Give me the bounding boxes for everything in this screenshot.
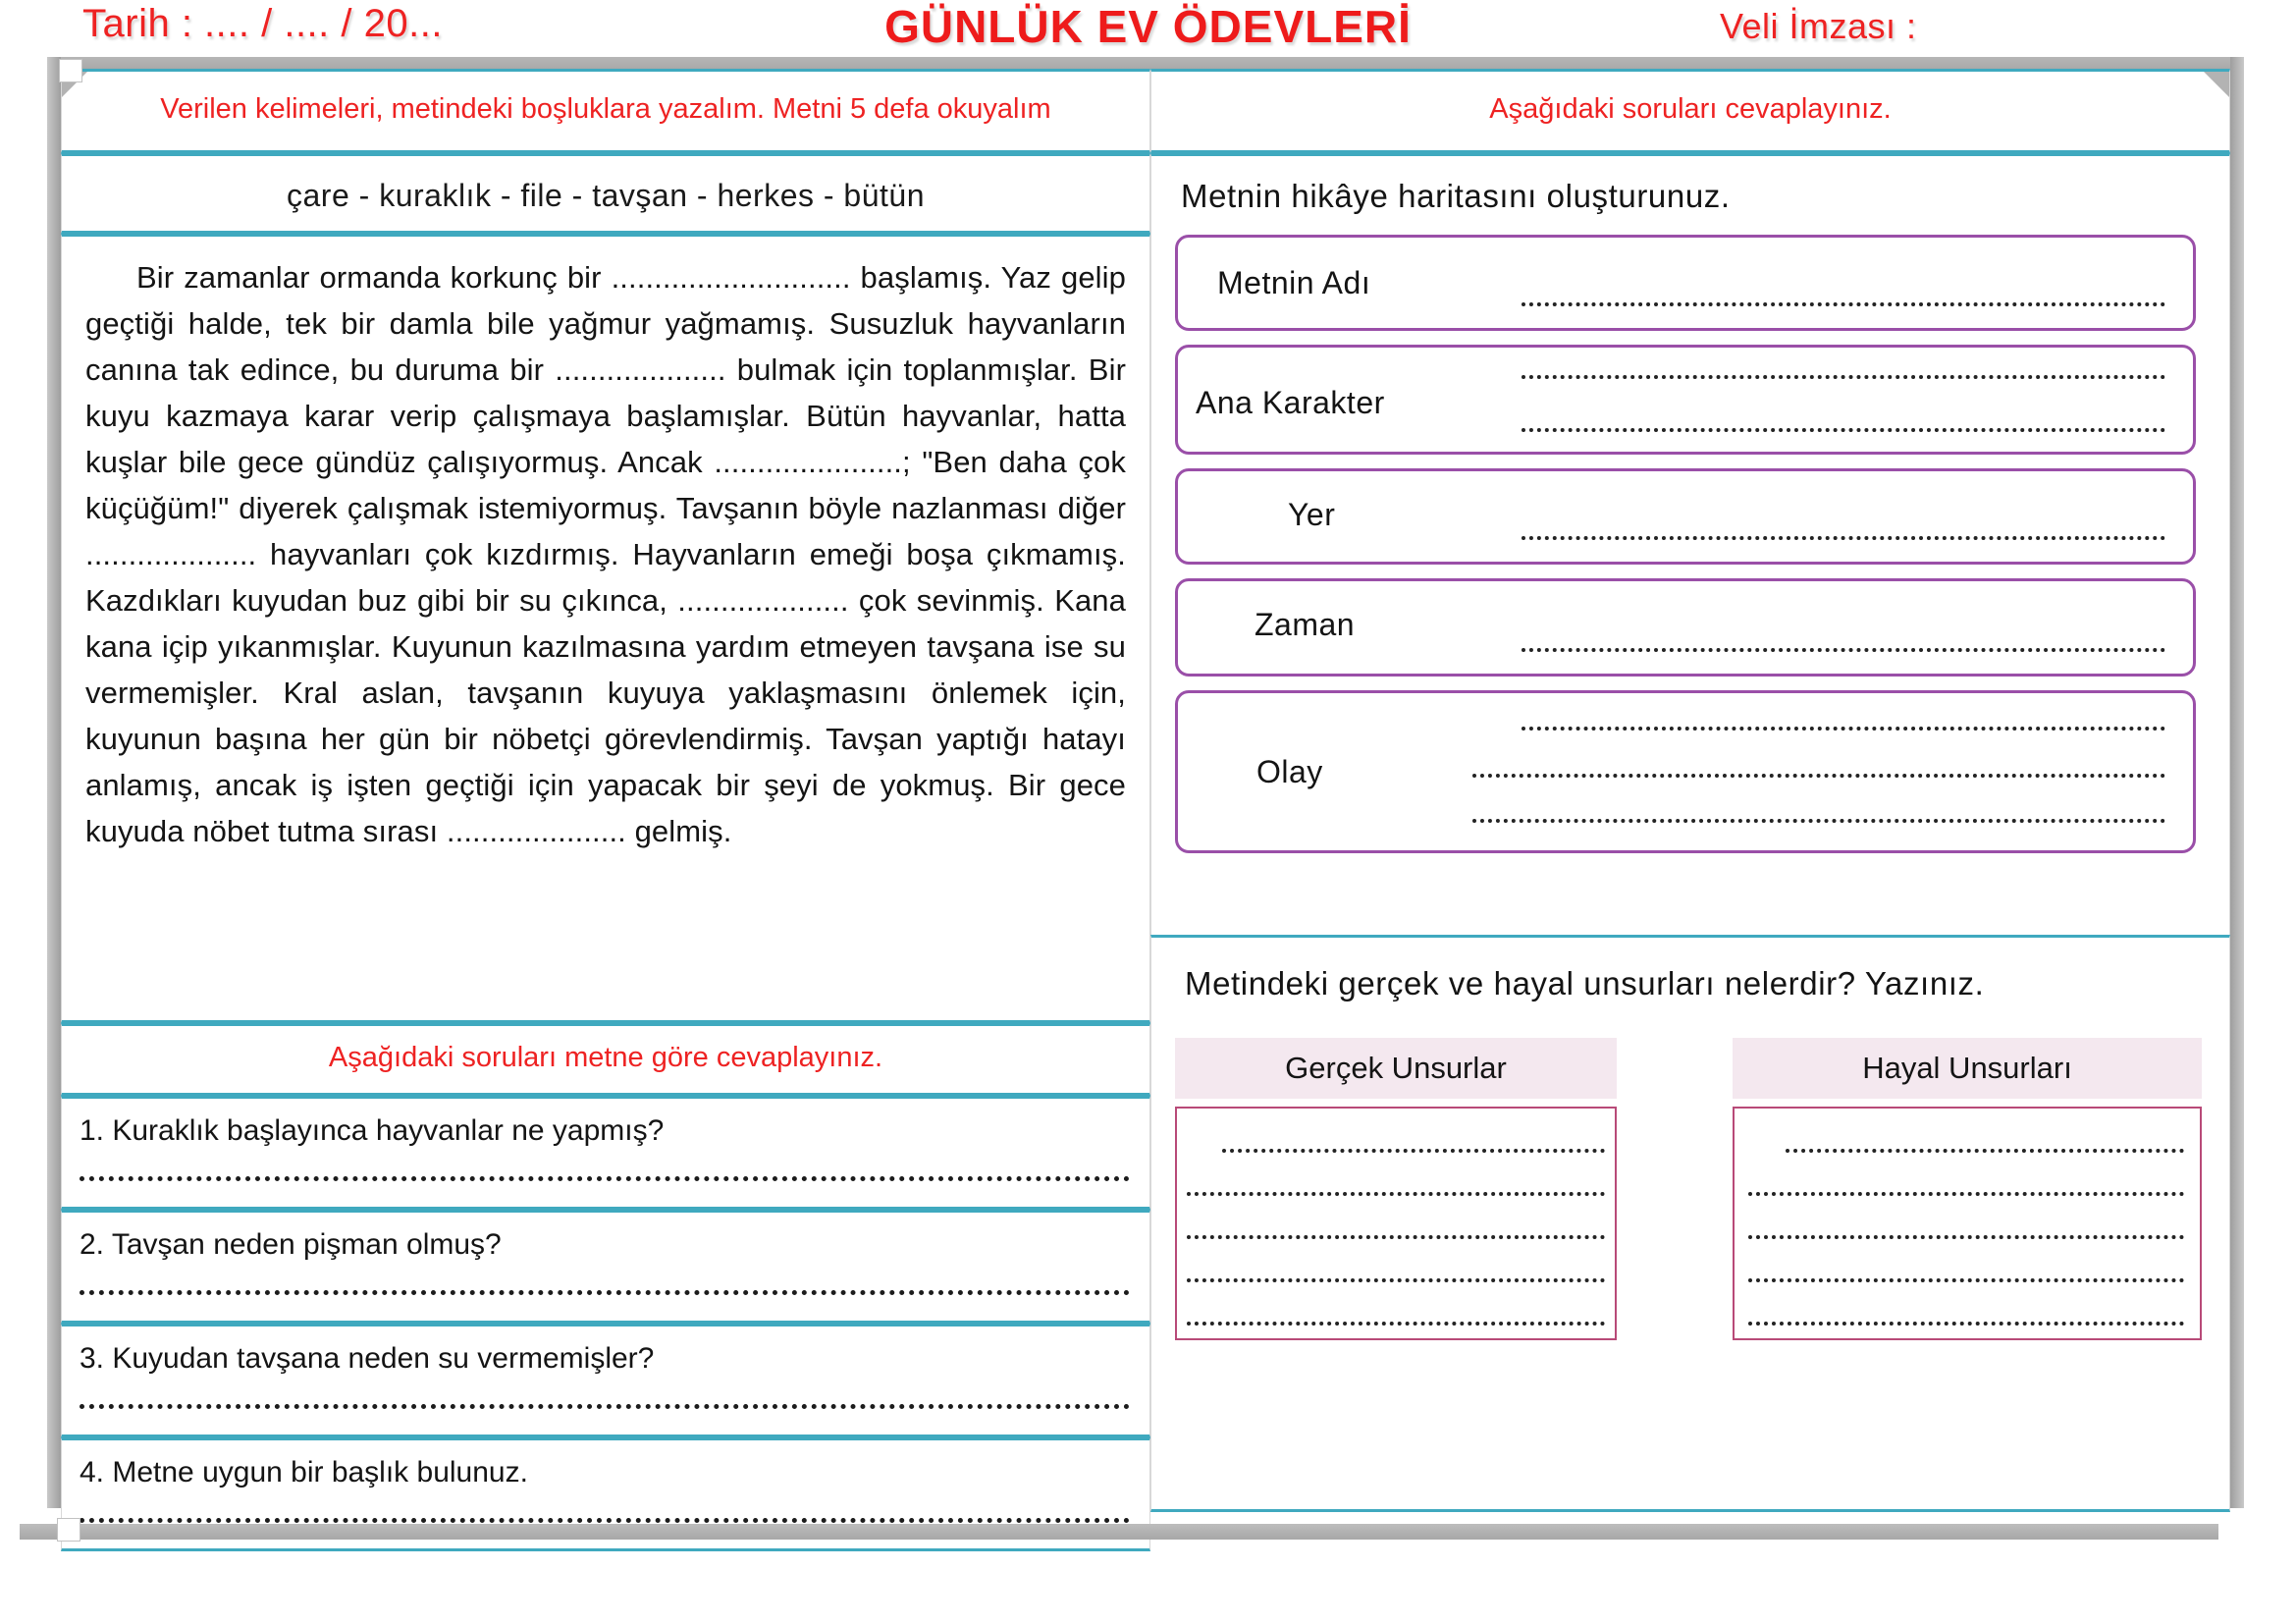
frame-right-bar — [2230, 57, 2244, 1508]
left-column — [61, 69, 1150, 1512]
table-writing-line[interactable] — [1187, 1232, 1605, 1239]
table-writing-line[interactable] — [1748, 1232, 2184, 1239]
answer-line-2[interactable] — [80, 1284, 1130, 1295]
table-writing-line[interactable] — [1187, 1319, 1605, 1326]
story-text-cell — [61, 234, 1150, 1023]
story-map-writing-line[interactable] — [1472, 815, 2165, 823]
story-paragraph — [85, 254, 1126, 854]
story-map-box-olay[interactable] — [1175, 690, 2196, 853]
table-writing-line[interactable] — [1748, 1189, 2184, 1196]
answer-line-4[interactable] — [80, 1512, 1130, 1523]
question-4-text: 4. Metne uygun bir başlık bulunuz. — [80, 1456, 528, 1489]
story-map-box-yer[interactable] — [1175, 468, 2196, 565]
page-header — [0, 0, 2296, 61]
table-body-gercek[interactable] — [1175, 1107, 1617, 1340]
story-map-heading: Metnin hikâye haritasını oluşturunuz. — [1181, 178, 1731, 214]
frame-corner-handle-bottom-left[interactable] — [57, 1518, 80, 1542]
table-writing-line[interactable] — [1222, 1146, 1605, 1153]
questions-instruction-text: Aşağıdaki soruları metne göre cevaplayınız. — [328, 1042, 883, 1073]
table-writing-line[interactable] — [1187, 1189, 1605, 1196]
story-map-box-ana-karakter[interactable] — [1175, 345, 2196, 455]
story-map-label-zaman: Zaman — [1255, 607, 1356, 642]
table-header-gercek: Gerçek Unsurlar — [1175, 1038, 1617, 1099]
story-map-writing-line[interactable] — [1522, 298, 2165, 306]
question-row-1 — [61, 1096, 1150, 1210]
table-body-hayal[interactable] — [1733, 1107, 2202, 1340]
real-imaginary-heading: Metindeki gerçek ve hayal unsurları nelerdir? Yazınız. — [1185, 965, 1985, 1001]
story-map-label-metnin-adi: Metnin Adı — [1217, 265, 1371, 300]
frame-top-bar — [61, 57, 2230, 69]
left-instruction-text: Verilen kelimeleri, metindeki boşluklara yazalım. Metni 5 defa okuyalım — [160, 93, 1051, 125]
table-writing-line[interactable] — [1748, 1319, 2184, 1326]
table-header-hayal: Hayal Unsurları — [1733, 1038, 2202, 1099]
parent-signature-label: Veli İmzası : — [1720, 6, 1917, 46]
story-map-label-olay: Olay — [1256, 754, 1323, 789]
story-paragraph-text: Bir zamanlar ormanda korkunç bir ............................ başlamış. Yaz gelip geçtiği halde, tek bir damla bile yağmur yağmamış. Susuzluk hayvanların canına tak edince, bu duruma bir .................... bulmak için toplanmışlar. Bir kuyu kazmaya karar verip çalışmaya başlamışlar. Bütün hayvanlar, hatta kuşlar bile gece gündüz çalışıyormuş. Ancak ......................; "Ben daha çok küçüğüm!" diyerek çalışmak istemiyormuş. Tavşanın böyle nazlanması diğer .................... hayvanları çok kızdırmış. Hayvanların emeği boşa çıkmamış. Kazdıkları kuyudan buz gibi bir su çıkınca, .................... çok sevinmiş. Kana kana içip yıkanmışlar. Kuyunun kazılmasına yardım etmeyen tavşana ise su vermemişler. Kral aslan, tavşanın kuyuya yaklaşmasını önlemek için, kuyunun başına her gün bir nöbetçi görevlendirmiş. Tavşan yaptığı hatayı anlamış, ancak iş işten geçtiği için yapacak bir şeyi de yokmuş. Bir gece kuyuda nöbet tutma sırası ..................... gelmiş. — [85, 260, 1126, 848]
story-map-writing-line[interactable] — [1522, 371, 2165, 379]
word-bank-text: çare - kuraklık - file - tavşan - herkes - bütün — [287, 178, 925, 213]
story-map-box-metnin-adi[interactable] — [1175, 235, 2196, 331]
story-map-cell — [1150, 153, 2230, 935]
story-map-writing-line[interactable] — [1522, 723, 2165, 731]
frame-left-bar — [47, 57, 61, 1508]
word-bank-cell — [61, 153, 1150, 234]
frame-corner-handle-top-left[interactable] — [59, 59, 82, 82]
table-writing-line[interactable] — [1786, 1146, 2184, 1153]
right-column — [1150, 69, 2230, 1512]
story-map-writing-line[interactable] — [1522, 644, 2165, 652]
story-map-label-ana-karakter: Ana Karakter — [1196, 385, 1385, 420]
question-2-text: 2. Tavşan neden pişman olmuş? — [80, 1228, 502, 1261]
table-writing-line[interactable] — [1748, 1275, 2184, 1282]
worksheet-frame — [61, 57, 2230, 1512]
page-title: GÜNLÜK EV ÖDEVLERİ — [884, 1, 1412, 52]
date-label: Tarih : .... / .... / 20... — [82, 2, 443, 45]
story-map-writing-line[interactable] — [1472, 770, 2165, 778]
story-map-box-zaman[interactable] — [1175, 578, 2196, 677]
answer-line-3[interactable] — [80, 1398, 1130, 1409]
story-map-writing-line[interactable] — [1522, 424, 2165, 432]
story-map-writing-line[interactable] — [1522, 532, 2165, 540]
right-instruction-text: Aşağıdaki soruları cevaplayınız. — [1489, 93, 1892, 125]
table-writing-line[interactable] — [1187, 1275, 1605, 1282]
question-1-text: 1. Kuraklık başlayınca hayvanlar ne yapmış? — [80, 1114, 665, 1147]
question-row-2 — [61, 1210, 1150, 1324]
story-map-label-yer: Yer — [1288, 497, 1336, 532]
question-3-text: 3. Kuyudan tavşana neden su vermemişler? — [80, 1342, 655, 1375]
questions-instruction-cell — [61, 1023, 1150, 1096]
real-imaginary-cell — [1150, 935, 2230, 1512]
right-instruction-cell — [1150, 69, 2230, 153]
left-instruction-cell — [61, 69, 1150, 153]
answer-line-1[interactable] — [80, 1170, 1130, 1181]
frame-bottom-bar — [20, 1524, 2218, 1540]
question-row-3 — [61, 1324, 1150, 1437]
